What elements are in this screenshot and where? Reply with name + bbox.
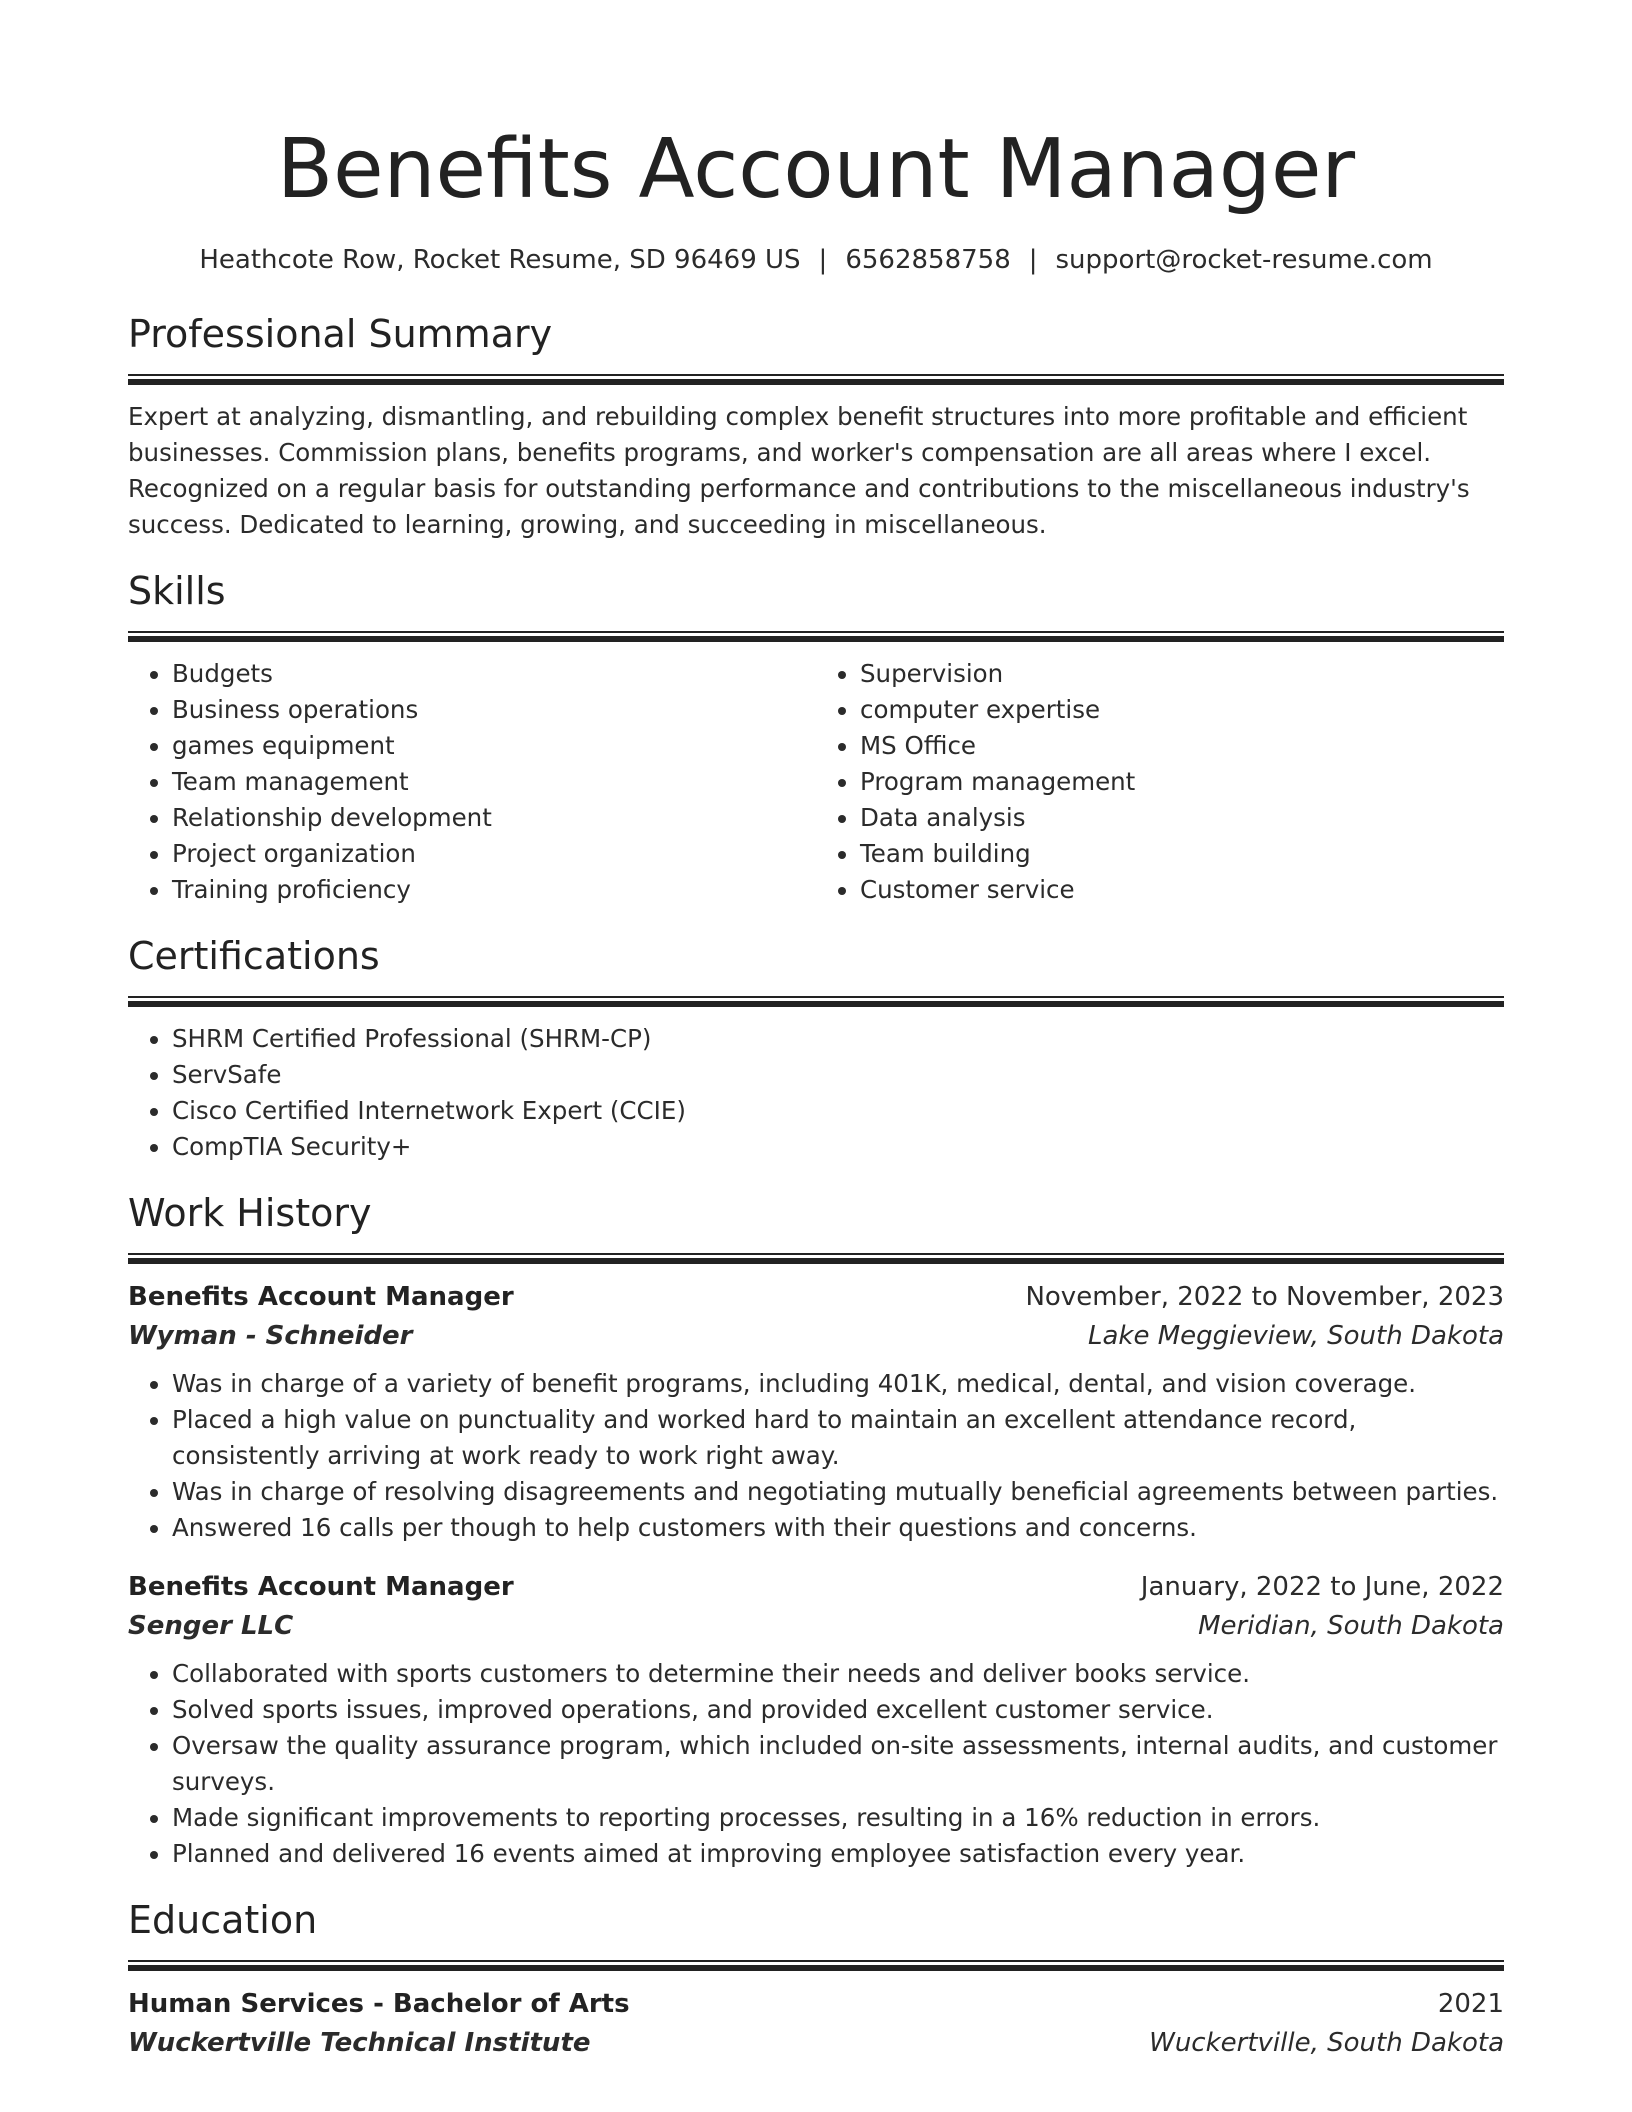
certification-item: • SHRM Certified Professional (SHRM-CP) <box>172 1021 1504 1057</box>
education-school: Wuckertville Technical Institute <box>128 2028 591 2058</box>
certification-item: • ServSafe <box>172 1057 1504 1093</box>
job-bullet: • Was in charge of a variety of benefit programs, including 401K, medical, dental, and vision coverage. <box>172 1366 1504 1402</box>
job-bullet: • Oversaw the quality assurance program, which included on-site assessments, internal audits, and customer surveys. <box>172 1728 1504 1800</box>
education-year: 2021 <box>1437 1989 1504 2019</box>
job-company: Wyman - Schneider <box>128 1321 413 1351</box>
contact-line <box>128 242 1504 278</box>
job-header <box>128 1568 1504 1606</box>
job-entry <box>128 1278 1504 1546</box>
skill-item: • MS Office <box>860 728 1504 764</box>
summary-text: Expert at analyzing, dismantling, and rebuilding complex benefit structures into more profitable and efficient businesses. Commission plans, benefits programs, and worker's compensation are all areas where I excel. Recognized on a regular basis for outstanding performance and contributions to the miscellaneous industry's success. Dedicated to learning, growing, and succeeding in miscellaneous. <box>128 402 1470 539</box>
summary-section <box>128 310 1504 543</box>
job-bullet: • Collaborated with sports customers to determine their needs and deliver books service. <box>172 1656 1504 1692</box>
job-bullet: • Answered 16 calls per though to help customers with their questions and concerns. <box>172 1510 1504 1546</box>
contact-address: Heathcote Row, Rocket Resume, SD 96469 US <box>199 245 801 275</box>
certification-item: • Cisco Certified Internetwork Expert (CCIE) <box>172 1093 1504 1129</box>
skill-item: • Data analysis <box>860 800 1504 836</box>
contact-separator: | <box>1028 245 1038 275</box>
section-title-summary: Professional Summary <box>128 312 553 356</box>
skill-item: • Team building <box>860 836 1504 872</box>
section-divider <box>128 1253 1504 1264</box>
skill-item: • Training proficiency <box>172 872 816 908</box>
section-divider <box>128 631 1504 642</box>
skills-list-right <box>816 656 1504 908</box>
job-dates: January, 2022 to June, 2022 <box>1140 1572 1504 1602</box>
section-title-certifications: Certifications <box>128 934 380 978</box>
job-bullets <box>128 1656 1504 1872</box>
resume-name: Benefits Account Manager <box>276 122 1356 217</box>
skill-item: • Project organization <box>172 836 816 872</box>
section-title-skills: Skills <box>128 569 226 613</box>
job-bullet: • Solved sports issues, improved operations, and provided excellent customer service. <box>172 1692 1504 1728</box>
job-title: Benefits Account Manager <box>128 1572 514 1602</box>
skill-item: • Team management <box>172 764 816 800</box>
job-location: Lake Meggieview, South Dakota <box>1088 1321 1504 1351</box>
section-divider <box>128 374 1504 385</box>
job-bullet: • Placed a high value on punctuality and worked hard to maintain an excellent attendance record, consistently arriving at work ready to work right away. <box>172 1402 1504 1474</box>
work-history-section <box>128 1189 1504 1872</box>
education-location: Wuckertville, South Dakota <box>1149 2028 1504 2058</box>
skills-columns <box>128 656 1504 908</box>
education-section <box>128 1896 1504 2063</box>
skills-list-left <box>128 656 816 908</box>
contact-email: support@rocket-resume.com <box>1055 245 1433 275</box>
job-title: Benefits Account Manager <box>128 1282 514 1312</box>
contact-phone: 6562858758 <box>845 245 1011 275</box>
skill-item: • Relationship development <box>172 800 816 836</box>
skills-section <box>128 567 1504 908</box>
skill-item: • Program management <box>860 764 1504 800</box>
job-header <box>128 1278 1504 1316</box>
skill-item: • computer expertise <box>860 692 1504 728</box>
job-company: Senger LLC <box>128 1611 294 1641</box>
section-title-work-history: Work History <box>128 1191 372 1235</box>
job-location: Meridian, South Dakota <box>1198 1611 1504 1641</box>
section-divider <box>128 1960 1504 1971</box>
education-entry <box>128 1985 1504 2063</box>
section-divider <box>128 996 1504 1007</box>
contact-separator: | <box>818 245 828 275</box>
skill-item: • Supervision <box>860 656 1504 692</box>
job-bullets <box>128 1366 1504 1546</box>
job-entry <box>128 1568 1504 1872</box>
section-title-education: Education <box>128 1898 318 1942</box>
skill-item: • Customer service <box>860 872 1504 908</box>
skill-item: • Budgets <box>172 656 816 692</box>
certification-item: • CompTIA Security+ <box>172 1129 1504 1165</box>
job-subheader <box>128 1316 1504 1356</box>
certifications-section <box>128 932 1504 1165</box>
education-subheader <box>128 2023 1504 2063</box>
skill-item: • Business operations <box>172 692 816 728</box>
job-dates: November, 2022 to November, 2023 <box>1025 1282 1504 1312</box>
education-degree: Human Services - Bachelor of Arts <box>128 1989 630 2019</box>
job-bullet: • Was in charge of resolving disagreements and negotiating mutually beneficial agreements between parties. <box>172 1474 1504 1510</box>
job-subheader <box>128 1606 1504 1646</box>
certifications-list <box>128 1021 1504 1165</box>
skill-item: • games equipment <box>172 728 816 764</box>
education-header <box>128 1985 1504 2023</box>
job-bullet: • Made significant improvements to reporting processes, resulting in a 16% reduction in errors. <box>172 1800 1504 1836</box>
job-bullet: • Planned and delivered 16 events aimed at improving employee satisfaction every year. <box>172 1836 1504 1872</box>
